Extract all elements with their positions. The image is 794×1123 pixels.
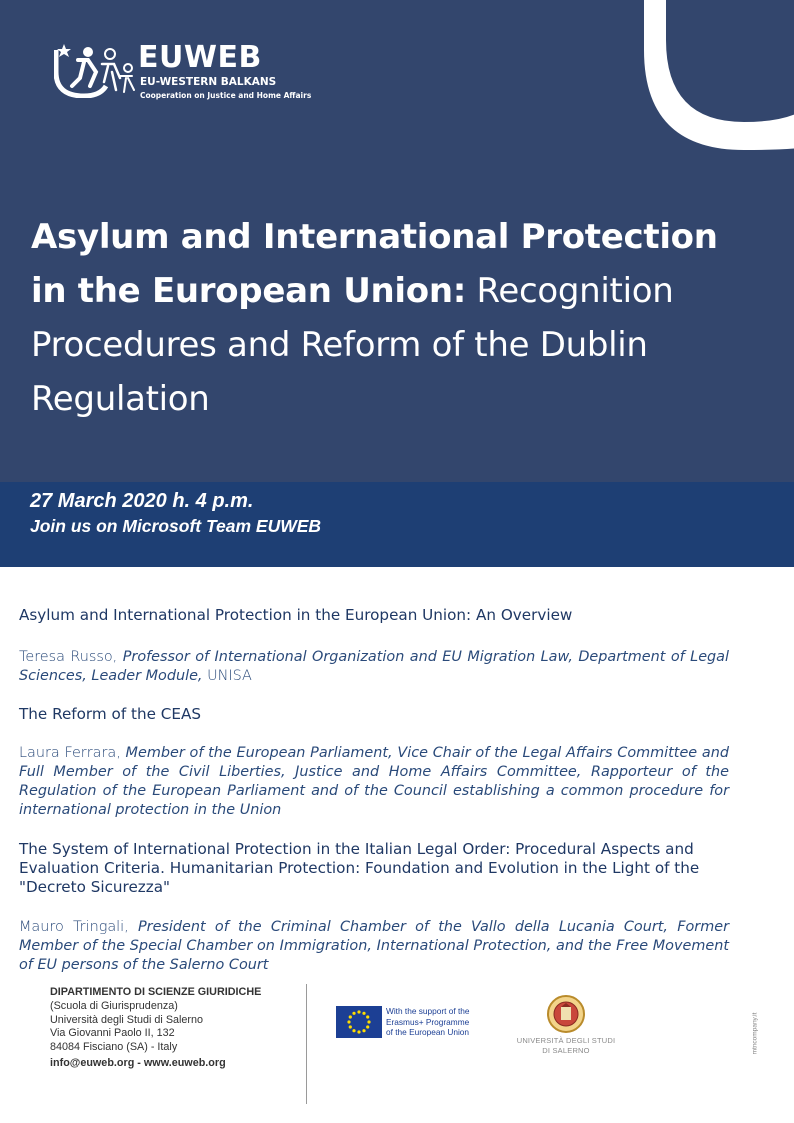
speaker-name: Laura Ferrara, bbox=[19, 745, 121, 761]
university-name bbox=[516, 1036, 616, 1055]
design-credit bbox=[751, 1000, 774, 1074]
event-join: Join us on Microsoft Team EUWEB bbox=[30, 516, 322, 536]
logo-tagline: Cooperation on Justice and Home Affairs bbox=[140, 91, 312, 100]
university-line: UNIVERSITÀ DEGLI STUDI bbox=[516, 1036, 616, 1045]
session-topic: The Reform of the CEAS bbox=[19, 705, 201, 723]
event-date: 27 March 2020 h. 4 p.m. bbox=[30, 490, 254, 512]
session-topic: The System of International Protection in the Italian Legal Order: Procedural Aspects and Evaluation Criteria. Humanitarian Protection: Foundation and Evolution in the Light of the "Decreto Sicurezza" bbox=[19, 840, 700, 896]
title-bold: Asylum and International Protection in the European Union: bbox=[31, 217, 718, 311]
session-speaker bbox=[19, 744, 729, 820]
logo-name: EUWEB bbox=[138, 40, 262, 75]
speaker-name: Mauro Tringali, bbox=[19, 919, 129, 935]
speaker-role: Member of the European Parliament, Vice Chair of the Legal Affairs Committee and Full Member of the Civil Liberties, Justice and Home Affairs Committee, Rapporteur of the Regulation of the European Parliament and of the Council establishing a common procedure for international protection in the Union bbox=[19, 745, 729, 818]
university-seal-icon bbox=[546, 994, 586, 1034]
event-band bbox=[0, 482, 794, 567]
erasmus-text bbox=[386, 1006, 469, 1038]
logo-figures-icon bbox=[54, 42, 136, 98]
department-block bbox=[50, 986, 261, 1071]
department-line: Via Giovanni Paolo II, 132 bbox=[50, 1027, 175, 1040]
erasmus-line: of the European Union bbox=[386, 1027, 470, 1037]
session-speaker bbox=[19, 648, 729, 686]
speaker-name: Teresa Russo, bbox=[19, 649, 118, 665]
credit-text: mtncompany.it bbox=[751, 1012, 759, 1055]
u-decoration bbox=[640, 0, 794, 150]
speaker-role: President of the Criminal Chamber of the Vallo della Lucania Court, Former Member of the Special Chamber on Immigration, International Protection, and the Free Movement of EU persons of the Salerno Court bbox=[19, 919, 730, 973]
department-line: 84084 Fisciano (SA) - Italy bbox=[50, 1041, 178, 1054]
session-speaker bbox=[19, 918, 729, 975]
logo-subtitle: EU-WESTERN BALKANS bbox=[140, 76, 277, 88]
contact-line[interactable]: info@euweb.org - www.euweb.org bbox=[50, 1056, 226, 1069]
page-title bbox=[31, 210, 751, 426]
eu-flag-icon bbox=[336, 1006, 382, 1038]
divider bbox=[306, 984, 307, 1104]
hero-banner bbox=[0, 0, 794, 482]
department-line: (Scuola di Giurisprudenza) bbox=[50, 999, 178, 1012]
speaker-role: Professor of International Organization and EU Migration Law, Department of Legal Sciences, Leader Module, bbox=[19, 649, 729, 684]
session-topic: Asylum and International Protection in the European Union: An Overview bbox=[19, 606, 573, 624]
title-rest: Recognition Procedures and Reform of the Dublin Regulation bbox=[31, 271, 674, 419]
speaker-affiliation: UNISA bbox=[207, 668, 252, 684]
erasmus-line: Erasmus+ Programme bbox=[386, 1016, 470, 1027]
footer bbox=[0, 980, 794, 1123]
erasmus-line: With the support of the bbox=[386, 1006, 470, 1016]
department-title: DIPARTIMENTO DI SCIENZE GIURIDICHE bbox=[50, 986, 262, 998]
department-line: Università degli Studi di Salerno bbox=[50, 1013, 204, 1026]
university-line: DI SALERNO bbox=[542, 1045, 590, 1055]
euweb-logo bbox=[54, 42, 314, 102]
